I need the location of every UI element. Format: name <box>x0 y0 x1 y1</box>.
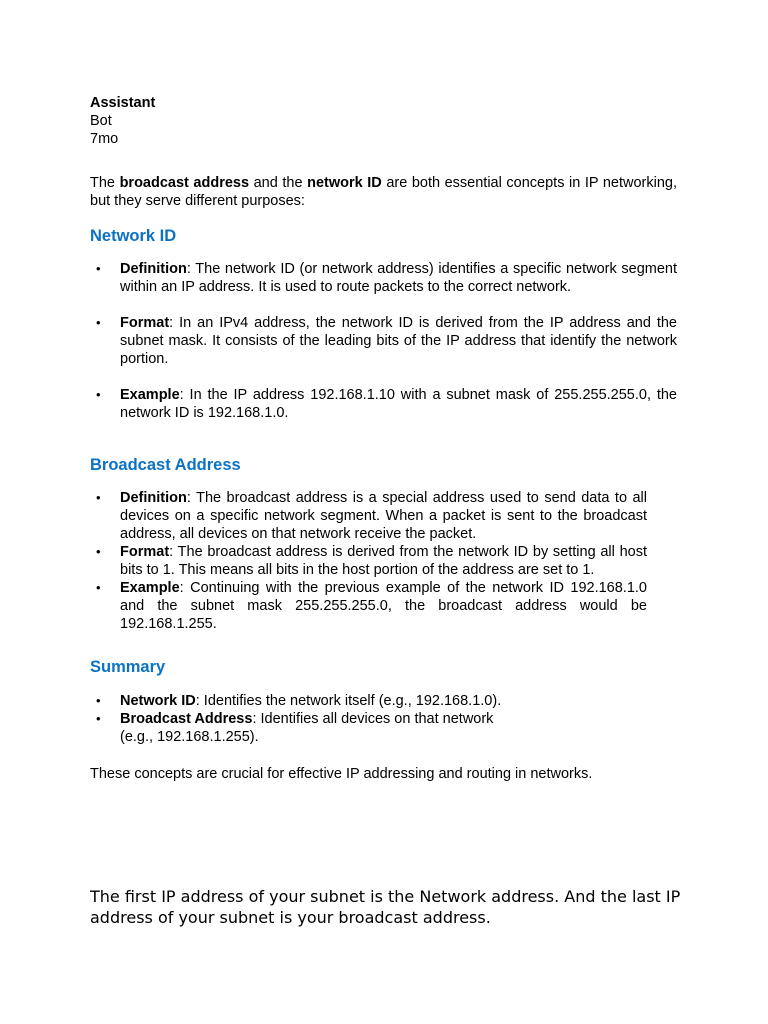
item-term: Definition <box>120 261 187 277</box>
item-text: : The network ID (or network address) identifies a specific network segment within an IP address. It is used to route packets to the correct network. <box>120 261 677 295</box>
list-item <box>90 579 647 633</box>
intro-text-2: and the <box>249 175 308 191</box>
closing-paragraph: These concepts are crucial for effective IP addressing and routing in networks. <box>90 766 593 782</box>
item-term: Example <box>120 387 180 403</box>
post-age: 7mo <box>90 131 119 147</box>
item-text: : Continuing with the previous example of the network ID 192.168.1.0 and the subnet mask 255.255.255.0, the broadcast address would be 192.168.1.255. <box>120 580 647 632</box>
item-term: Format <box>120 544 170 560</box>
list-item <box>90 386 677 422</box>
item-text: : Identifies the network itself (e.g., 192.168.1.0). <box>195 693 502 709</box>
author-name: Assistant <box>90 95 156 111</box>
list-item <box>90 489 647 543</box>
list-item <box>90 314 677 368</box>
bullet-list <box>90 489 647 633</box>
intro-bold-network-id: network ID <box>307 175 382 191</box>
item-text: : The broadcast address is derived from the network ID by setting all host bits to 1. This means all bits in the host portion of the address are set to 1. <box>120 544 647 578</box>
author-role: Bot <box>90 113 112 129</box>
section-network-id <box>90 226 677 422</box>
list-item <box>90 710 510 746</box>
intro-text-1: The <box>90 175 120 191</box>
intro-paragraph <box>90 174 677 210</box>
item-term: Definition <box>120 490 187 506</box>
section-heading: Summary <box>90 658 166 676</box>
section-summary <box>90 657 677 746</box>
section-heading: Broadcast Address <box>90 456 241 474</box>
list-item <box>90 692 677 710</box>
item-text: : Identifies all devices on that network (e.g., 192.168.1.255). <box>120 711 494 745</box>
list-item <box>90 543 647 579</box>
footer-note: The first IP address of your subnet is the Network address. And the last IP address of your subnet is your broadcast address. <box>90 887 681 927</box>
list-item <box>90 260 677 296</box>
item-term: Example <box>120 580 180 596</box>
item-text: : The broadcast address is a special address used to send data to all devices on a specific network segment. When a packet is sent to the broadcast address, all devices on that network receive the packet. <box>120 490 647 542</box>
bullet-list <box>90 260 677 422</box>
intro-bold-broadcast: broadcast address <box>119 175 250 191</box>
intro-text-3: are both essential concepts in IP networking, but they serve different purposes: <box>90 175 678 209</box>
item-term: Broadcast Address <box>120 711 253 727</box>
post-meta <box>90 94 677 148</box>
item-text: : In the IP address 192.168.1.10 with a subnet mask of 255.255.255.0, the network ID is 192.168.1.0. <box>120 387 677 421</box>
item-term: Network ID <box>120 693 196 709</box>
section-heading: Network ID <box>90 227 177 245</box>
section-broadcast-address <box>90 455 677 633</box>
item-term: Format <box>120 315 170 331</box>
bullet-list <box>90 692 677 746</box>
document-body <box>90 94 677 783</box>
item-text: : In an IPv4 address, the network ID is derived from the IP address and the subnet mask. It consists of the leading bits of the IP address that identify the network portion. <box>120 315 677 367</box>
